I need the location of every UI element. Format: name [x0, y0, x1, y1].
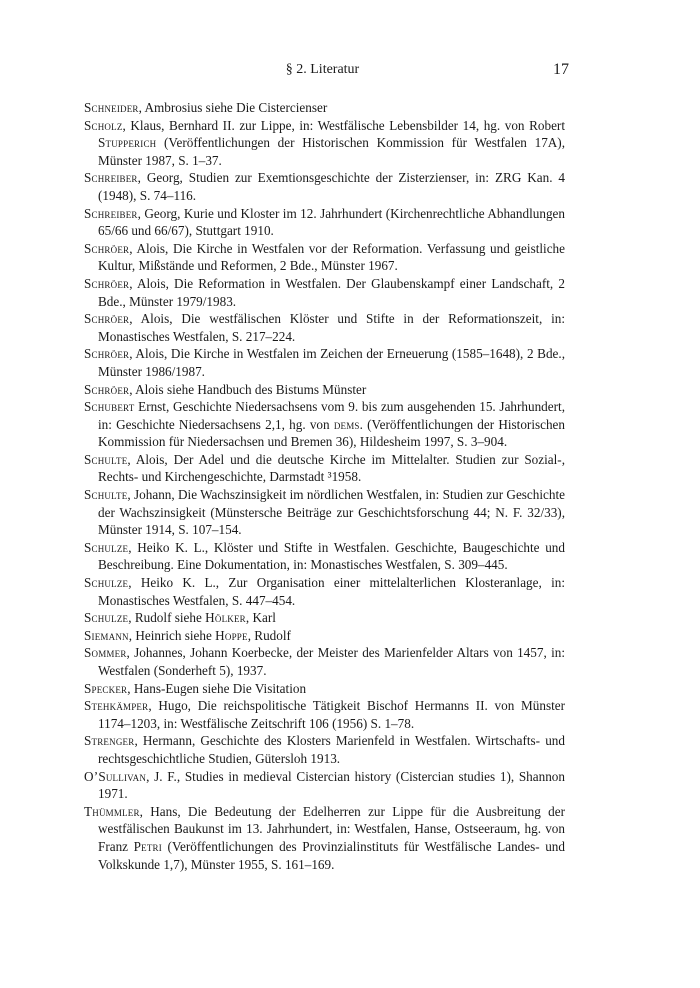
bibliography-entry	[84, 310, 565, 345]
bibliography-entry	[84, 117, 565, 170]
entry-author: Schröer	[84, 240, 130, 256]
bibliography-entry	[84, 609, 565, 627]
entry-author: Petri	[133, 838, 162, 854]
bibliography-entry	[84, 205, 565, 240]
entry-author: Schulte	[84, 487, 128, 503]
entry-author: dems	[333, 416, 360, 432]
bibliography-entry	[84, 398, 565, 451]
entry-author: Hölker	[205, 610, 246, 626]
page-number: 17	[553, 61, 569, 78]
bibliography-entry	[84, 240, 565, 275]
bibliography-entry	[84, 697, 565, 732]
entry-author: Schulze	[84, 539, 129, 555]
bibliography-entry	[84, 451, 565, 486]
entry-author: Scholz	[84, 117, 123, 133]
entry-text: (Veröffentlichungen der Historischen Kommission für Westfalen 17A), Münster 1987, S. 1–37.	[98, 135, 565, 168]
entry-author: Schreiber	[84, 170, 138, 186]
entry-author: Schröer	[84, 346, 130, 362]
entry-text: , J. F., Studies in medieval Cistercian history (Cistercian studies 1), Shannon 1971.	[98, 768, 565, 802]
bibliography-list	[84, 99, 565, 873]
entry-text: . (Veröffentlichungen der Historischen Kommission für Niedersachsen und Bremen 36), Hildesheim 1997, S. 3–904.	[98, 416, 566, 450]
entry-text: , Heinrich siehe	[128, 627, 216, 643]
entry-text: , Hermann, Geschichte des Klosters Marienfeld in Westfalen. Wirtschafts- und rechtsgeschichtliche Studien, Gütersloh 1913.	[98, 733, 565, 766]
bibliography-entry	[84, 381, 565, 399]
bibliography-entry	[84, 574, 565, 609]
entry-text: , Hans, Die Bedeutung der Edelherren zur Lippe für die Ausbreitung der westfälischen Baukunst im 13. Jahrhundert, in: Westfalen, Hanse, Ostseeraum, hg. von Franz	[98, 803, 565, 854]
page-header	[0, 62, 700, 82]
entry-author: Schulze	[84, 610, 129, 626]
entry-text: , Rudolf siehe	[128, 610, 206, 626]
entry-author: Stehkämper	[84, 698, 149, 714]
bibliography-entry	[84, 803, 565, 873]
bibliography-entry	[84, 275, 565, 310]
entry-text: (Veröffentlichungen des Provinzialinstituts für Westfälische Landes- und Volkskunde 1,7), Münster 1955, S. 161–169.	[98, 838, 565, 872]
entry-text: , Alois, Die Reformation in Westfalen. Der Glaubenskampf einer Landschaft, 2 Bde., Münster 1979/1983.	[98, 275, 565, 309]
entry-author: Specker	[84, 680, 128, 696]
entry-text: , Ambrosius siehe Die Cistercienser	[138, 100, 328, 115]
bibliography-entry	[84, 99, 565, 117]
entry-text: Ernst, Geschichte Niedersachsens vom 9. bis zum ausgehenden 15. Jahrhundert, in: Geschichte Niedersachsens 2,1, hg. von	[98, 399, 565, 432]
entry-author: Schröer	[84, 381, 130, 397]
bibliography-entry	[84, 768, 565, 803]
entry-text: , Georg, Kurie und Kloster im 12. Jahrhundert (Kirchenrechtliche Abhandlungen 65/66 und 66/67), Stuttgart 1910.	[98, 205, 565, 239]
entry-text: , Alois, Der Adel und die deutsche Kirche im Mittelalter. Studien zur Sozial-, Rechts- und Kirchengeschichte, Darmstadt ³1958.	[98, 451, 565, 485]
entry-text: , Johann, Die Wachszinsigkeit im nördlichen Westfalen, in: Studien zur Geschichte der Wachszinsigkeit (Münstersche Beiträge zur Geschichtsforschung 44; N. F. 32/33), Münster 1914, S. 107–154.	[98, 487, 565, 538]
entry-author: Schulte	[84, 451, 128, 467]
entry-author: Siemann	[84, 627, 129, 643]
entry-text: , Alois, Die westfälischen Klöster und Stifte in der Reformationszeit, in: Monastisches Westfalen, S. 217–224.	[98, 311, 565, 344]
entry-text: , Alois, Die Kirche in Westfalen im Zeichen der Erneuerung (1585–1648), 2 Bde., Münster 1986/1987.	[98, 346, 565, 379]
bibliography-entry	[84, 732, 565, 767]
bibliography-entry	[84, 539, 565, 574]
entry-author: Schreiber	[84, 205, 138, 221]
entry-author: Hoppe	[215, 627, 248, 643]
running-head: § 2. Literatur	[285, 62, 360, 77]
bibliography-entry	[84, 345, 565, 380]
entry-author: O’Sullivan	[84, 768, 147, 784]
entry-author: Schneider	[84, 100, 139, 115]
entry-author: Stupperich	[98, 135, 157, 151]
entry-author: Schröer	[84, 275, 130, 291]
entry-author: Sommer	[84, 645, 127, 661]
entry-text: , Alois siehe Handbuch des Bistums Münster	[129, 381, 367, 397]
entry-author: Schubert	[84, 399, 135, 415]
entry-text: , Karl	[245, 610, 276, 626]
bibliography-entry	[84, 486, 565, 539]
entry-text: , Johannes, Johann Koerbecke, der Meister des Marienfelder Altars von 1457, in: Westfalen (Sonderheft 5), 1937.	[98, 645, 565, 678]
entry-author: Thümmler	[84, 803, 140, 819]
bibliography-entry	[84, 169, 565, 204]
bibliography-entry	[84, 644, 565, 679]
entry-author: Schulze	[84, 575, 129, 591]
entry-text: , Heiko K. L., Zur Organisation einer mittelalterlichen Klosteranlage, in: Monastisches Westfalen, S. 447–454.	[98, 575, 565, 608]
entry-text: , Heiko K. L., Klöster und Stifte in Westfalen. Geschichte, Baugeschichte und Beschreibung. Eine Dokumentation, in: Monastisches Westfalen, S. 309–445.	[98, 539, 565, 573]
bibliography-entry	[84, 627, 565, 645]
entry-text: , Rudolf	[247, 627, 291, 643]
entry-text: , Alois, Die Kirche in Westfalen vor der Reformation. Verfassung und geistliche Kultur, Mißstände und Reformen, 2 Bde., Münster 1967.	[98, 240, 565, 274]
bibliography-entry	[84, 680, 565, 698]
entry-text: , Hugo, Die reichspolitische Tätigkeit Bischof Hermanns II. von Münster 1174–1203, in: Westfälische Zeitschrift 106 (1956) S. 1–78.	[98, 698, 565, 731]
entry-author: Strenger	[84, 733, 135, 749]
entry-text: , Georg, Studien zur Exemtionsgeschichte der Zisterzienser, in: ZRG Kan. 4 (1948), S. 74–116.	[98, 170, 565, 203]
entry-text: , Hans-Eugen siehe Die Visitation	[127, 680, 307, 696]
entry-text: , Klaus, Bernhard II. zur Lippe, in: Westfälische Lebensbilder 14, hg. von Robert	[122, 117, 565, 133]
entry-author: Schröer	[84, 311, 130, 327]
